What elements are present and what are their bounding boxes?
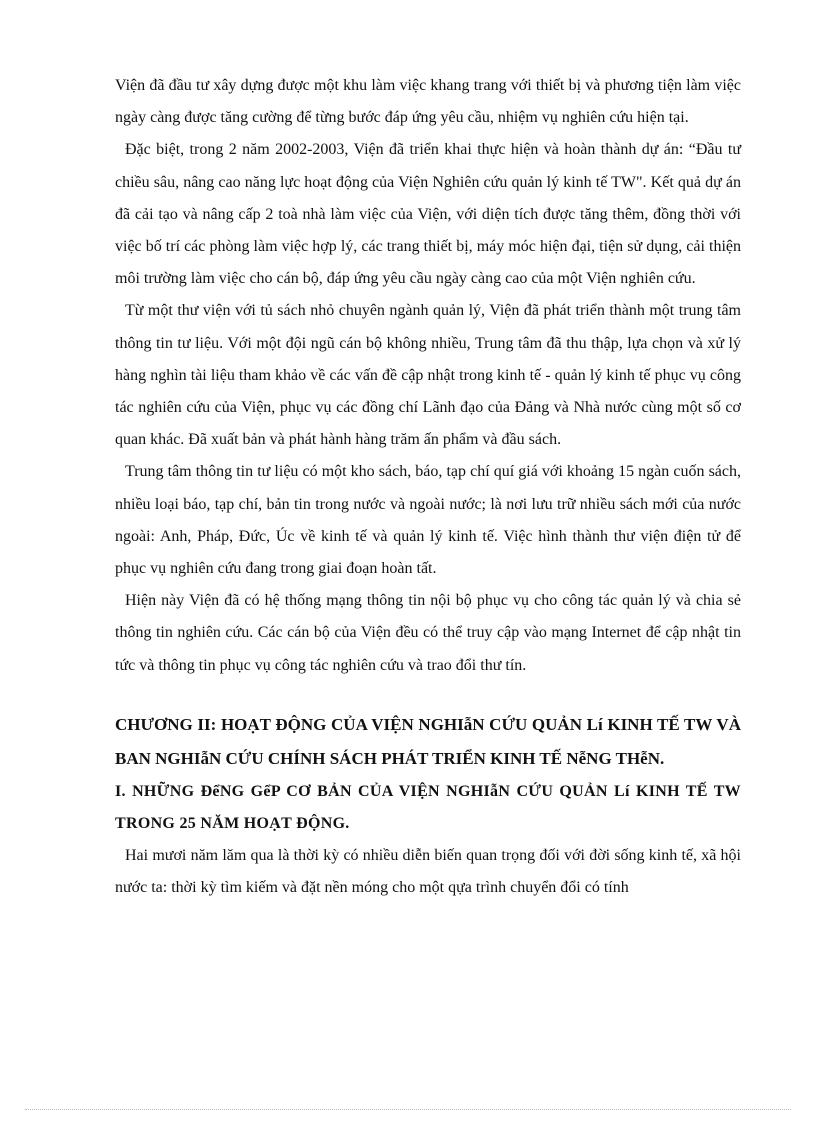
chapter-heading: CHƯƠNG II: HOẠT ĐỘNG CỦA VIỆN NGHIẫN CỨU QUẢN Lí KINH TẾ TW VÀ BAN NGHIẫN CỨU CHÍNH SÁCH PHÁT TRIỂN KINH TẾ NễNG THễN. (115, 714, 741, 768)
paragraph-library-collection: Trung tâm thông tin tư liệu có một kho sách, báo, tạp chí quí giá với khoảng 15 ngàn cuốn sách, nhiều loại báo, tạp chí, bản tin trong nước và ngoài nước; là nơi lưu trữ nhiều sách mới của nước ngoài: Anh, Pháp, Đức, Úc về kinh tế và quản lý kinh tế. Việc hình thành thư viện điện tử để phục vụ nghiên cứu đang trong giai đoạn hoàn tất. (115, 463, 741, 578)
page-bottom-rule (25, 1109, 791, 1110)
paragraph-internal-network: Hiện này Viện đã có hệ thống mạng thông tin nội bộ phục vụ cho công tác quản lý và chia sẻ thông tin nghiên cứu. Các cán bộ của Viện đều có thể truy cập vào mạng Internet để cập nhật tin tức và thông tin phục vụ công tác nghiên cứu và trao đổi thư tín. (115, 592, 741, 674)
section-heading: I. NHỮNG ĐểNG GểP CƠ BẢN CỦA VIỆN NGHIẫN CỨU QUẢN Lí KINH TẾ TW TRONG 25 NĂM HOẠT ĐỘNG. (115, 782, 741, 832)
paragraph-twenty-five-years: Hai mươi năm lăm qua là thời kỳ có nhiều diễn biến quan trọng đối với đời sống kinh tế, xã hội nước ta: thời kỳ tìm kiếm và đặt nền móng cho một qựa trình chuyển đổi có tính (115, 846, 741, 897)
paragraph-project-2002-2003: Đặc biệt, trong 2 năm 2002-2003, Viện đã triển khai thực hiện và hoàn thành dự án: “Đầu tư chiều sâu, nâng cao năng lực hoạt động của Viện Nghiên cứu quản lý kinh tế TW". Kết quả dự án đã cải tạo và nâng cấp 2 toà nhà làm việc của Viện, với diện tích được tăng thêm, đồng thời với việc bố trí các phòng làm việc hợp lý, các trang thiết bị, máy móc hiện đại, tiện sử dụng, cải thiện môi trường làm việc cho cán bộ, đáp ứng yêu cầu ngày càng cao của một Viện nghiên cứu. (115, 141, 741, 288)
page-content (115, 70, 741, 904)
paragraph-information-center: Từ một thư viện với tủ sách nhỏ chuyên ngành quản lý, Viện đã phát triển thành một trung tâm thông tin tư liệu. Với một đội ngũ cán bộ không nhiều, Trung tâm đã thu thập, lựa chọn và xử lý hàng nghìn tài liệu tham khảo về các vấn đề cập nhật trong kinh tế - quản lý kinh tế phục vụ công tác nghiên cứu của Viện, phục vụ các đồng chí Lãnh đạo của Đảng và Nhà nước cùng một số cơ quan khác. Đã xuất bản và phát hành hàng trăm ấn phẩm và đầu sách. (115, 302, 741, 449)
paragraph-facilities: Viện đã đầu tư xây dựng được một khu làm việc khang trang với thiết bị và phương tiện làm việc ngày càng được tăng cường để từng bước đáp ứng yêu cầu, nhiệm vụ nghiên cứu hiện tại. (115, 77, 741, 127)
